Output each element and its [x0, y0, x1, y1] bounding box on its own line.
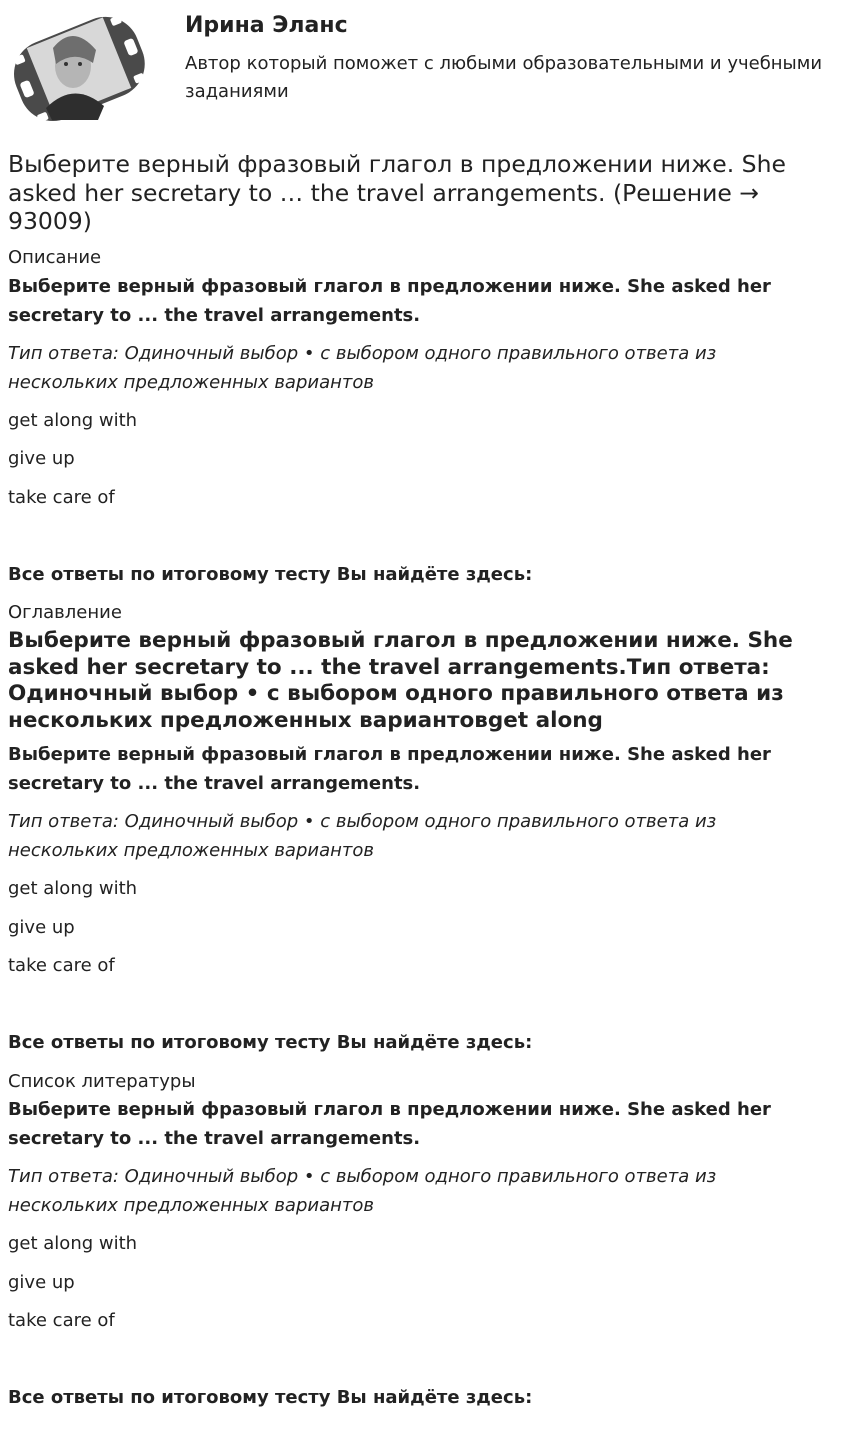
all-answers-text: Все ответы по итоговому тесту Вы найдёте здесь: [8, 564, 533, 585]
page-title: Выберите верный фразовый глагол в предложении ниже. She asked her secretary to … the travel arrangements. (Решение → 93009) [8, 150, 786, 235]
author-block [0, 0, 847, 140]
answer-type: Тип ответа: Одиночный выбор • с выбором одного правильного ответа из нескольких предложенных вариантов [8, 811, 717, 861]
answer-type: Тип ответа: Одиночный выбор • с выбором одного правильного ответа из нескольких предложенных вариантов [8, 1166, 717, 1216]
section-label-description: Описание [8, 247, 102, 268]
option-item: take care of [8, 487, 115, 508]
option-item: take care of [8, 955, 115, 976]
question-text: Выберите верный фразовый глагол в предложении ниже. She asked her secretary to ... the travel arrangements. [8, 744, 771, 794]
question-text: Выберите верный фразовый глагол в предложении ниже. She asked her secretary to ... the travel arrangements. [8, 1099, 771, 1149]
option-item: get along with [8, 878, 138, 899]
contents-heading: Выберите верный фразовый глагол в предложении ниже. She asked her secretary to ... the travel arrangements.Тип ответа: Одиночный выбор • с выбором одного правильного ответа из нескольких предложенных вариантовget along [8, 628, 793, 733]
question-text: Выберите верный фразовый глагол в предложении ниже. She asked her secretary to ... the travel arrangements. [8, 276, 771, 326]
author-name[interactable]: Ирина Эланс [185, 13, 348, 38]
option-item: give up [8, 448, 75, 469]
option-item: get along with [8, 410, 138, 431]
section-label-references: Список литературы [8, 1071, 196, 1092]
option-item: give up [8, 1272, 75, 1293]
answer-type: Тип ответа: Одиночный выбор • с выбором одного правильного ответа из нескольких предложенных вариантов [8, 343, 717, 393]
option-item: take care of [8, 1310, 115, 1331]
option-item: get along with [8, 1233, 138, 1254]
all-answers-text: Все ответы по итоговому тесту Вы найдёте здесь: [8, 1387, 533, 1408]
section-label-contents: Оглавление [8, 602, 122, 623]
author-description: Автор который поможет с любыми образовательными и учебными заданиями [185, 53, 823, 102]
all-answers-text: Все ответы по итоговому тесту Вы найдёте здесь: [8, 1032, 533, 1053]
option-item: give up [8, 917, 75, 938]
author-avatar [8, 8, 150, 128]
